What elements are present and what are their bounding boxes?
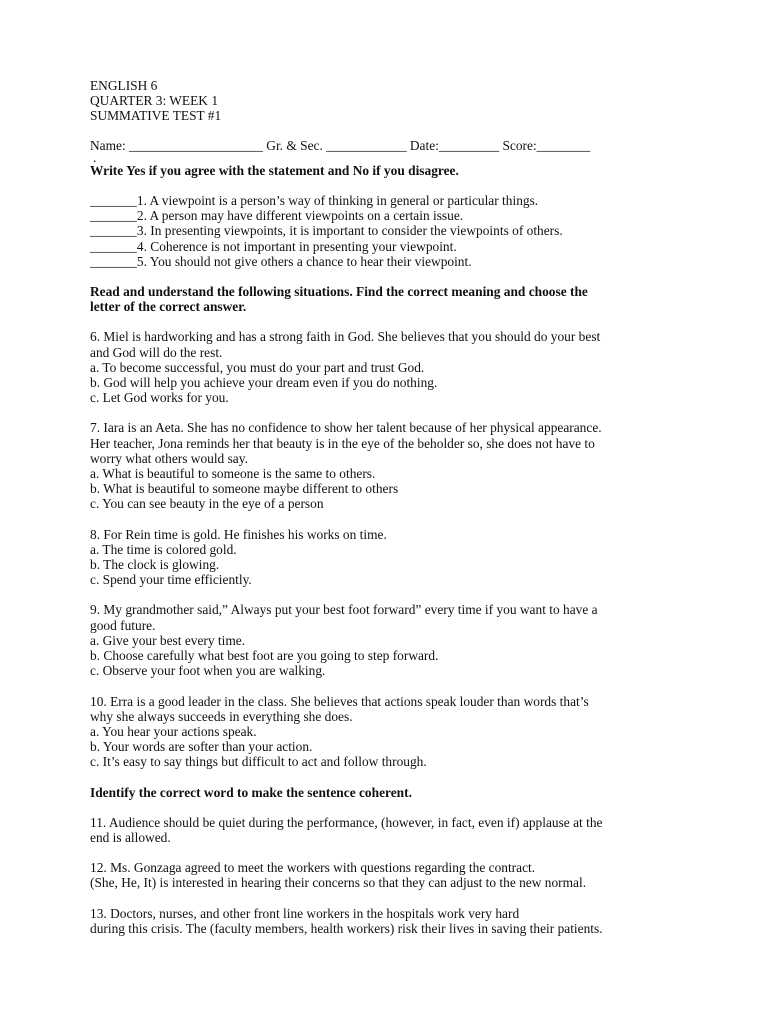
- answer-option: a. What is beautiful to someone is the same to others.: [90, 466, 376, 482]
- worksheet-page: [90, 78, 680, 936]
- list-item: _______4. Coherence is not important in presenting your viewpoint.: [90, 238, 457, 254]
- answer-option: a. You hear your actions speak.: [90, 723, 257, 739]
- answer-option: a. Give your best every time.: [90, 632, 246, 648]
- quarter-week: QUARTER 3: WEEK 1: [90, 93, 219, 109]
- answer-option: c. Let God works for you.: [90, 390, 229, 406]
- question-text: worry what others would say.: [90, 450, 248, 466]
- question-text: Her teacher, Jona reminds her that beauty is in the eye of the beholder so, she does not have to: [90, 435, 595, 451]
- question-text: why she always succeeds in everything she does.: [90, 708, 353, 724]
- part3-instruction: Identify the correct word to make the sentence coherent.: [90, 784, 412, 800]
- answer-option: c. Observe your foot when you are walking.: [90, 663, 326, 679]
- question-text: 12. Ms. Gonzaga agreed to meet the workers with questions regarding the contract.: [90, 860, 536, 876]
- question-9: [90, 602, 680, 678]
- header: [90, 78, 680, 163]
- answer-option: a. To become successful, you must do your part and trust God.: [90, 359, 425, 375]
- list-item: _______3. In presenting viewpoints, it is important to consider the viewpoints of others.: [90, 223, 563, 239]
- question-12: [90, 860, 680, 890]
- answer-option: c. Spend your time efficiently.: [90, 572, 252, 588]
- answer-option: b. God will help you achieve your dream even if you do nothing.: [90, 375, 438, 391]
- list-item: _______5. You should not give others a chance to hear their viewpoint.: [90, 253, 472, 269]
- question-text: good future.: [90, 617, 156, 633]
- question-text: 10. Erra is a good leader in the class. She believes that actions speak louder than words that’s: [90, 693, 589, 709]
- answer-option: c. It’s easy to say things but difficult to act and follow through.: [90, 754, 427, 770]
- answer-option: b. What is beautiful to someone maybe different to others: [90, 481, 399, 497]
- question-text: 8. For Rein time is gold. He finishes his works on time.: [90, 526, 387, 542]
- question-10: [90, 694, 680, 770]
- answer-option: c. You can see beauty in the eye of a person: [90, 496, 324, 512]
- student-info-line: Name: ____________________ Gr. & Sec. ____________ Date:_________ Score:________: [90, 137, 591, 153]
- answer-option: b. Your words are softer than your action.: [90, 739, 313, 755]
- part2-section: [90, 284, 680, 769]
- answer-option: b. The clock is glowing.: [90, 557, 220, 573]
- question-text: 7. Iara is an Aeta. She has no confidence to show her talent because of her physical appearance.: [90, 420, 602, 436]
- part3-section: [90, 785, 680, 936]
- answer-option: a. The time is colored gold.: [90, 541, 237, 557]
- question-7: [90, 420, 680, 511]
- part2-instruction-line-2: letter of the correct answer.: [90, 299, 247, 315]
- question-text: (She, He, It) is interested in hearing their concerns so that they can adjust to the new normal.: [90, 875, 587, 891]
- subject-title: ENGLISH 6: [90, 78, 158, 93]
- answer-option: b. Choose carefully what best foot are you going to step forward.: [90, 648, 439, 664]
- part2-instruction-line-1: Read and understand the following situations. Find the correct meaning and choose the: [90, 284, 588, 300]
- test-title: SUMMATIVE TEST #1: [90, 108, 222, 124]
- question-8: [90, 527, 680, 588]
- question-text: 9. My grandmother said,” Always put your best foot forward” every time if you want to have a: [90, 602, 598, 618]
- part1-section: [90, 163, 680, 269]
- list-item: _______1. A viewpoint is a person’s way of thinking in general or particular things.: [90, 193, 539, 209]
- question-text: 6. Miel is hardworking and has a strong faith in God. She believes that you should do your best: [90, 329, 601, 345]
- question-text: and God will do the rest.: [90, 344, 223, 360]
- question-text: end is allowed.: [90, 829, 171, 845]
- question-11: [90, 815, 680, 845]
- list-item: _______2. A person may have different viewpoints on a certain issue.: [90, 208, 464, 224]
- question-text: 11. Audience should be quiet during the performance, (however, in fact, even if) applause at the: [90, 814, 603, 830]
- part1-instruction: Write Yes if you agree with the statement and No if you disagree.: [90, 162, 459, 178]
- stray-mark: .: [93, 149, 97, 165]
- question-text: 13. Doctors, nurses, and other front line workers in the hospitals work very hard: [90, 905, 520, 921]
- question-text: during this crisis. The (faculty members, health workers) risk their lives in saving their patients.: [90, 920, 603, 936]
- question-6: [90, 329, 680, 405]
- question-13: [90, 906, 680, 936]
